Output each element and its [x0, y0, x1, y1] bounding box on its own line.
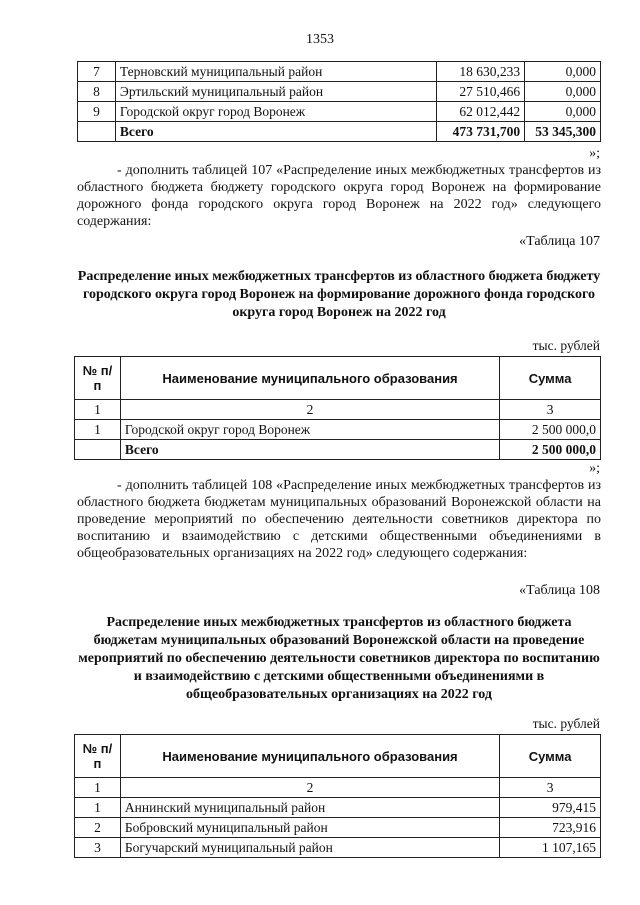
amount-cell: 18 630,233: [437, 62, 525, 82]
table-108-label: «Таблица 108: [519, 583, 600, 598]
municipality-name: Эртильский муниципальный район: [115, 82, 436, 102]
column-index: 3: [500, 400, 601, 420]
continued-distribution-table: [77, 61, 601, 142]
amount-cell: 0,000: [525, 62, 601, 82]
table-row: [78, 82, 601, 102]
amount-cell: 27 510,466: [437, 82, 525, 102]
row-number: 7: [78, 62, 116, 82]
closing-quote: »;: [589, 461, 600, 476]
row-number: 1: [75, 420, 121, 440]
total-amount: 2 500 000,0: [500, 440, 601, 460]
municipality-name: Бобровский муниципальный район: [120, 818, 499, 838]
header-row: [75, 735, 601, 778]
total-label: Всего: [120, 440, 499, 460]
amount-cell: 1 107,165: [500, 838, 601, 858]
row-number: 1: [75, 798, 121, 818]
column-index: 1: [75, 400, 121, 420]
table-107-title: Распределение иных межбюджетных трансфертов из областного бюджета бюджету городского округа город Воронеж на формирование дорожного фонда городского округа город Воронеж на 2022 год: [77, 269, 601, 320]
amendment-paragraph-108: - дополнить таблицей 108 «Распределение иных межбюджетных трансфертов из областного бюджета бюджетам муниципальных образований Воронежской области на проведение мероприятий по обеспечению деятельности советников директора по воспитанию и взаимодействию с детскими общественными объединениями в общеобразовательных организациях на 2022 год» следующего содержания:: [77, 478, 601, 561]
table-row: [75, 818, 601, 838]
table-row: [75, 420, 601, 440]
empty-cell: [78, 122, 116, 142]
units-label: тыс. рублей: [532, 338, 600, 353]
column-index: 3: [500, 778, 601, 798]
column-index-row: [75, 778, 601, 798]
amount-cell: 0,000: [525, 102, 601, 122]
column-index: 1: [75, 778, 121, 798]
row-number: 9: [78, 102, 116, 122]
total-row: [78, 122, 601, 142]
municipality-name: Терновский муниципальный район: [115, 62, 436, 82]
header-sum: Сумма: [500, 357, 601, 400]
total-amount: 53 345,300: [525, 122, 601, 142]
table-row: [78, 102, 601, 122]
amount-cell: 62 012,442: [437, 102, 525, 122]
header-sum: Сумма: [500, 735, 601, 778]
page-number: 1353: [306, 32, 334, 47]
header-name: Наименование муниципального образования: [120, 735, 499, 778]
closing-quote: »;: [589, 146, 600, 161]
total-label: Всего: [115, 122, 436, 142]
municipality-name: Богучарский муниципальный район: [120, 838, 499, 858]
total-row: [75, 440, 601, 460]
table-row: [78, 62, 601, 82]
empty-cell: [75, 440, 121, 460]
header-number: № п/п: [75, 357, 121, 400]
municipality-name: Аннинский муниципальный район: [120, 798, 499, 818]
header-name: Наименование муниципального образования: [120, 357, 499, 400]
table-row: [75, 798, 601, 818]
total-amount: 473 731,700: [437, 122, 525, 142]
row-number: 2: [75, 818, 121, 838]
header-row: [75, 357, 601, 400]
column-index-row: [75, 400, 601, 420]
column-index: 2: [120, 400, 499, 420]
table-108-title: Распределение иных межбюджетных трансфертов из областного бюджета бюджетам муниципальных образований Воронежской области на проведение мероприятий по обеспечению деятельности советников директора по воспитанию и взаимодействию с детскими общественными объединениями в общеобразовательных организациях на 2022 год: [78, 615, 600, 702]
amount-cell: 723,916: [500, 818, 601, 838]
table-107: [74, 356, 601, 460]
amount-cell: 0,000: [525, 82, 601, 102]
row-number: 3: [75, 838, 121, 858]
municipality-name: Городской округ город Воронеж: [120, 420, 499, 440]
amendment-paragraph-107: - дополнить таблицей 107 «Распределение иных межбюджетных трансфертов из областного бюджета бюджету городского округа город Воронеж на формирование дорожного фонда городского округа город Воронеж на 2022 год» следующего содержания:: [77, 163, 601, 229]
row-number: 8: [78, 82, 116, 102]
amount-cell: 2 500 000,0: [500, 420, 601, 440]
units-label: тыс. рублей: [532, 716, 600, 731]
municipality-name: Городской округ город Воронеж: [115, 102, 436, 122]
header-number: № п/п: [75, 735, 121, 778]
table-108: [74, 734, 601, 858]
column-index: 2: [120, 778, 499, 798]
table-row: [75, 838, 601, 858]
amount-cell: 979,415: [500, 798, 601, 818]
table-107-label: «Таблица 107: [519, 234, 600, 249]
